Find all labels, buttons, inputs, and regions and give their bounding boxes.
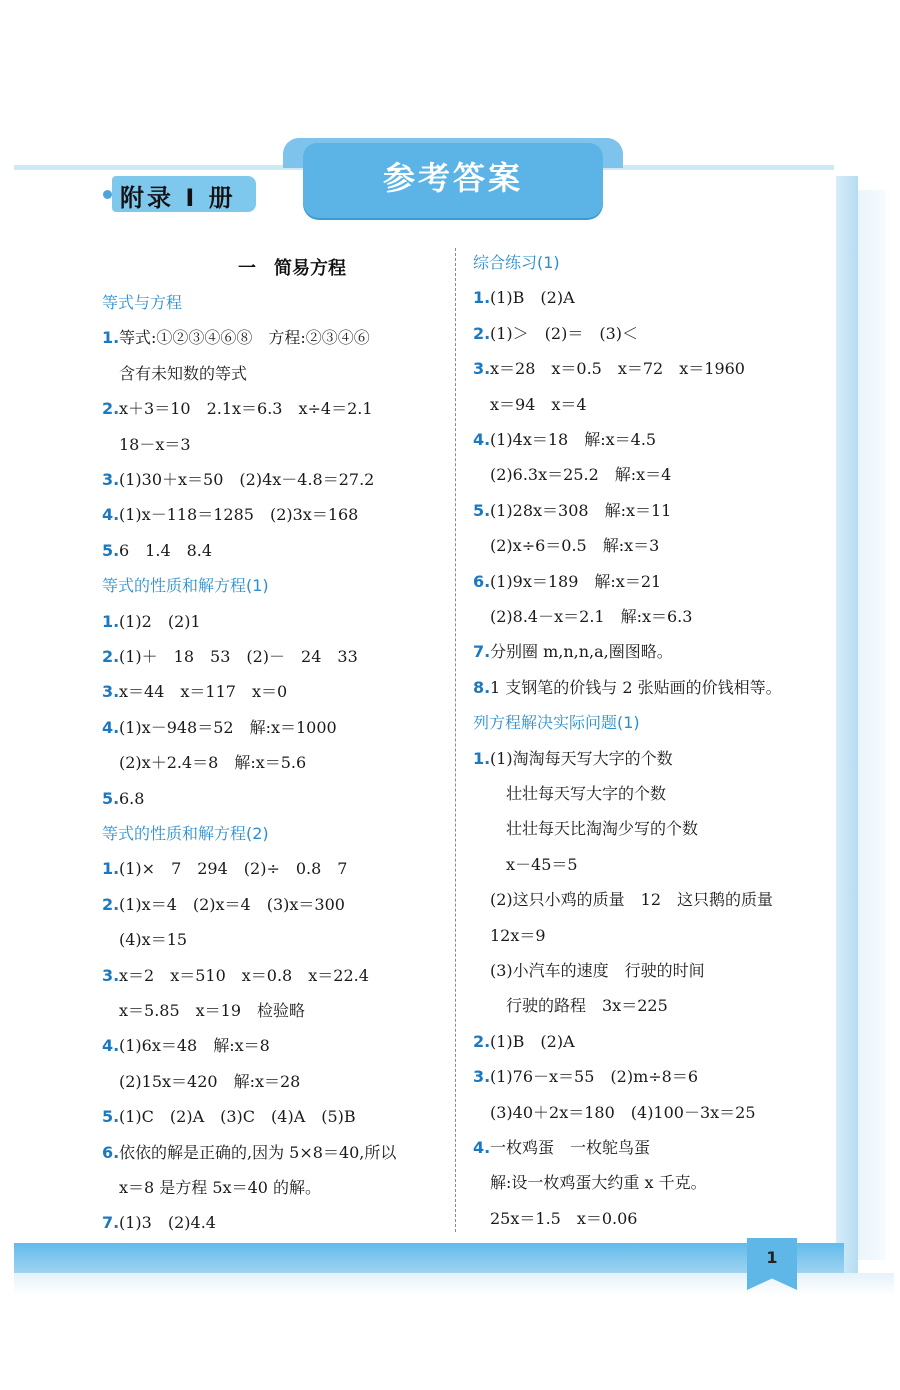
answer-text: (2)15x＝420 解:x＝28: [119, 1071, 301, 1091]
appendix-dot-icon: [103, 190, 112, 199]
section-heading: 等式的性质和解方程(2): [102, 824, 269, 843]
answer-text: 壮壮每天写大字的个数: [490, 784, 667, 803]
question-number: 4.: [473, 430, 491, 449]
question-number: 7.: [473, 642, 491, 662]
question-number: 2.: [102, 894, 120, 914]
question-number: 2.: [102, 647, 120, 666]
answer-text: 行驶的路程 3x＝225: [490, 996, 668, 1016]
answer-line: [473, 323, 638, 345]
question-number: 3.: [102, 682, 120, 702]
answer-text: (3)小汽车的速度 行驶的时间: [490, 961, 705, 980]
question-number: 1.: [473, 288, 491, 308]
answer-line: [102, 1071, 300, 1093]
answer-line: [102, 858, 348, 880]
answer-line: [473, 571, 661, 593]
question-number: 3.: [473, 1067, 491, 1087]
answer-text: (2)x＋2.4＝8 解:x＝5.6: [119, 753, 307, 773]
answer-text: 依依的解是正确的,因为 5×8＝40,所以: [119, 1142, 397, 1162]
answer-text: 25x＝1.5 x＝0.06: [490, 1208, 638, 1228]
answer-text: (1)x－948＝52 解:x＝1000: [119, 717, 337, 737]
section-heading: 等式的性质和解方程(1): [102, 576, 269, 596]
answer-text: (3)40＋2x＝180 (4)100－3x＝25: [490, 1102, 756, 1122]
answer-text: (4)x＝15: [119, 930, 188, 950]
question-number: 1.: [102, 611, 120, 631]
answer-line: [473, 641, 673, 663]
answer-line: [102, 1035, 270, 1057]
answer-line: [102, 540, 212, 562]
page-title: 参考答案: [382, 159, 523, 197]
answer-line: [473, 429, 656, 451]
answer-line: [102, 504, 358, 526]
answer-line: [473, 464, 671, 486]
answer-text: (1)淘淘每天写大字的个数: [490, 748, 673, 768]
answer-line: [473, 1208, 637, 1230]
answer-line: [473, 287, 575, 309]
question-number: 5.: [102, 1107, 120, 1127]
answer-line: [473, 500, 671, 522]
question-number: 8.: [473, 677, 491, 697]
answer-text: 一枚鸡蛋 一枚鸵鸟蛋: [490, 1138, 651, 1157]
answer-text: x＝2 x＝510 x＝0.8 x＝22.4: [119, 965, 369, 985]
answer-text: 壮壮每天比淘淘少写的个数: [490, 819, 699, 839]
answer-line: [473, 1066, 698, 1088]
answer-line: [473, 677, 782, 699]
answer-text: (1)× 7 294 (2)÷ 0.8 7: [119, 859, 348, 879]
answer-text: (2)这只小鸡的质量 12 这只鹅的质量: [490, 890, 774, 910]
question-number: 1.: [102, 859, 120, 879]
answer-line: [473, 606, 692, 628]
answer-line: [473, 1102, 756, 1124]
page-number: 1: [766, 1248, 778, 1267]
question-number: 4.: [102, 505, 120, 525]
answer-line: [102, 929, 187, 951]
answer-text: 6 1.4 8.4: [119, 540, 213, 560]
answer-text: (1)B (2)A: [490, 1031, 575, 1051]
question-number: 6.: [102, 1142, 120, 1162]
question-number: 2.: [473, 323, 491, 343]
question-number: 1.: [473, 748, 491, 768]
section-heading: 等式与方程: [102, 293, 183, 312]
answer-line: [102, 469, 374, 491]
answer-text: 18－x＝3: [119, 434, 191, 454]
answer-line: [473, 748, 673, 770]
answer-line: [473, 535, 659, 557]
question-number: 5.: [102, 788, 120, 808]
answer-text: (1)4x＝18 解:x＝4.5: [490, 430, 657, 449]
answer-line: [473, 960, 705, 982]
chapter-title: 一 简易方程: [238, 258, 346, 279]
question-number: 4.: [102, 717, 120, 737]
answer-line: [473, 1172, 707, 1194]
answer-text: 解:设一枚鸡蛋大约重 x 千克。: [490, 1173, 707, 1193]
answer-line: [473, 925, 546, 947]
answer-line: [473, 818, 698, 840]
answer-text: (1)30＋x＝50 (2)4x－4.8＝27.2: [119, 470, 375, 489]
answer-line: [102, 1212, 216, 1234]
answer-text: x＝5.85 x＝19 检验略: [119, 1001, 306, 1020]
question-number: 1.: [102, 328, 120, 348]
answer-line: [473, 1137, 650, 1159]
answer-line: [473, 854, 578, 876]
answer-line: [102, 398, 373, 420]
answer-text: 6.8: [119, 788, 145, 808]
section-heading: 综合练习(1): [473, 253, 560, 272]
answer-line: [102, 717, 337, 739]
page-edge-shadow: [858, 190, 886, 1260]
answer-text: (1)B (2)A: [490, 288, 575, 308]
question-number: 2.: [473, 1031, 491, 1051]
answer-text: (2)6.3x＝25.2 解:x＝4: [490, 465, 672, 485]
answer-text: (1)28x＝308 解:x＝11: [490, 500, 672, 520]
answer-text: (1)＞ (2)＝ (3)＜: [490, 323, 638, 343]
question-number: 6.: [473, 571, 491, 591]
answer-line: [102, 681, 287, 703]
answer-text: (1)2 (2)1: [119, 611, 201, 631]
answer-line: [473, 1031, 575, 1053]
answer-line: [102, 965, 369, 987]
answer-text: x＝94 x＝4: [490, 394, 587, 414]
appendix-label: 附录 I 册: [120, 184, 236, 212]
answer-text: 分别圈 m,n,n,a,圈图略。: [490, 642, 673, 662]
answer-text: (2)8.4－x＝2.1 解:x＝6.3: [490, 607, 693, 626]
answer-text: x＋3＝10 2.1x＝6.3 x÷4＝2.1: [119, 399, 373, 419]
answer-text: x－45＝5: [490, 854, 578, 874]
question-number: 2.: [102, 399, 120, 419]
answer-text: (1)＋ 18 53 (2)－ 24 33: [119, 647, 358, 666]
answer-line: [473, 889, 773, 911]
answer-text: 1 支钢笔的价钱与 2 张贴画的价钱相等。: [490, 677, 782, 697]
answer-line: [102, 1177, 321, 1199]
answer-text: 等式:①②③④⑥⑧ 方程:②③④⑥: [119, 328, 370, 348]
answer-text: (1)x－118＝1285 (2)3x＝168: [119, 505, 359, 525]
answer-text: x＝44 x＝117 x＝0: [119, 682, 288, 702]
answer-line: [102, 611, 201, 633]
answer-text: 12x＝9: [490, 925, 546, 945]
answer-text: (2)x÷6＝0.5 解:x＝3: [490, 536, 660, 556]
answer-line: [473, 995, 668, 1017]
answer-text: 含有未知数的等式: [119, 363, 248, 383]
answer-text: (1)3 (2)4.4: [119, 1213, 216, 1233]
answer-line: [473, 358, 745, 380]
answer-line: [102, 752, 306, 774]
page-edge-right: [836, 176, 858, 1274]
question-number: 5.: [473, 500, 491, 520]
answer-text: (1)x＝4 (2)x＝4 (3)x＝300: [119, 894, 345, 914]
question-number: 3.: [473, 359, 491, 379]
answer-line: [102, 788, 144, 810]
page-edge-bottom: [14, 1243, 844, 1273]
answer-text: x＝28 x＝0.5 x＝72 x＝1960: [490, 359, 745, 379]
question-number: 7.: [102, 1213, 120, 1233]
answer-text: x＝8 是方程 5x＝40 的解。: [119, 1178, 322, 1197]
section-heading: 列方程解决实际问题(1): [473, 713, 640, 733]
column-divider: [455, 248, 456, 1232]
question-number: 4.: [473, 1138, 491, 1157]
answer-line: [473, 394, 587, 416]
answer-text: (1)76－x＝55 (2)m÷8＝6: [490, 1067, 699, 1087]
answer-line: [102, 434, 191, 456]
answer-text: (1)9x＝189 解:x＝21: [490, 571, 662, 591]
answer-line: [102, 1000, 305, 1022]
answer-line: [102, 363, 247, 385]
answer-text: (1)C (2)A (3)C (4)A (5)B: [119, 1107, 356, 1127]
answer-line: [102, 327, 370, 349]
question-number: 4.: [102, 1036, 120, 1056]
answer-line: [102, 646, 358, 668]
question-number: 3.: [102, 965, 120, 985]
answer-line: [102, 894, 345, 916]
answer-line: [473, 783, 666, 805]
question-number: 3.: [102, 470, 120, 489]
answer-line: [102, 1142, 396, 1164]
answer-text: (1)6x＝48 解:x＝8: [119, 1036, 270, 1056]
answer-line: [102, 1106, 356, 1128]
question-number: 5.: [102, 540, 120, 560]
